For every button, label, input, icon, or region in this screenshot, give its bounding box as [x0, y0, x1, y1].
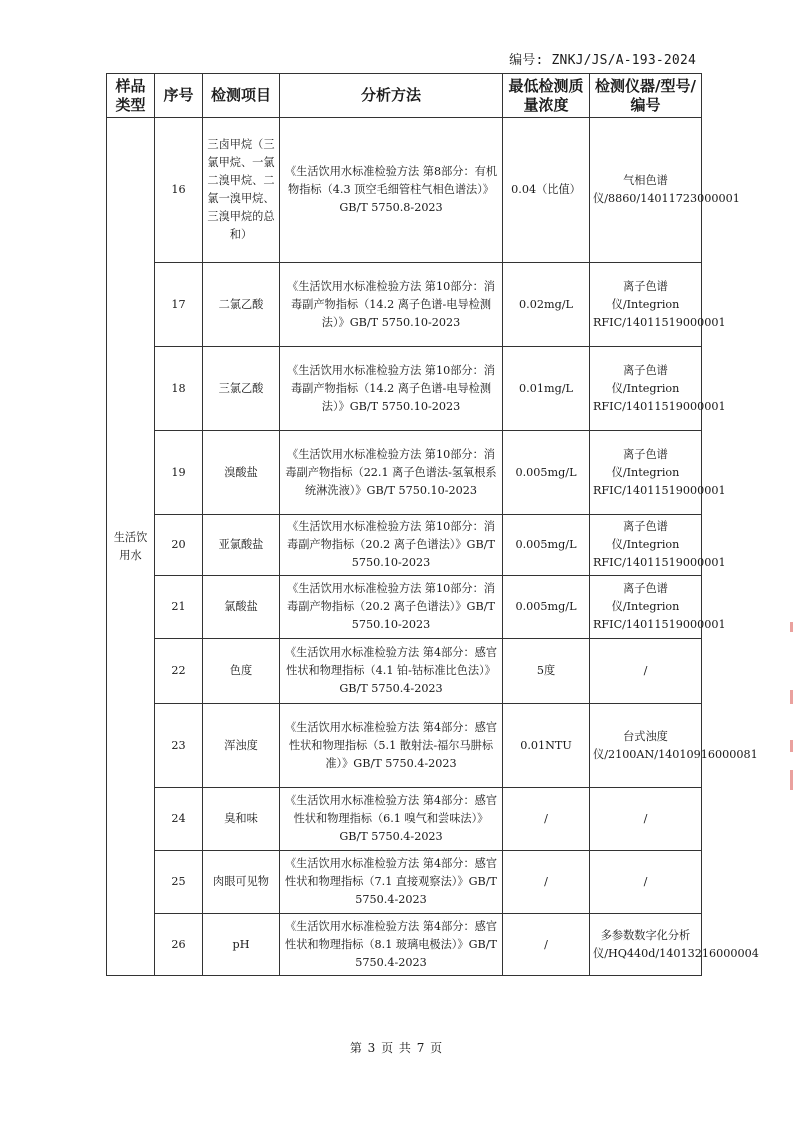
method-cell: 《生活饮用水标准检验方法 第4部分：感官性状和物理指标（4.1 铂-钴标准比色法）》GB/T 5750.4-2023 — [280, 639, 503, 704]
seq-cell: 20 — [155, 515, 203, 576]
seq-cell: 19 — [155, 431, 203, 515]
header-item: 检测项目 — [203, 74, 280, 118]
method-cell: 《生活饮用水标准检验方法 第10部分：消毒副产物指标（14.2 离子色谱-电导检测法）》GB/T 5750.10-2023 — [280, 347, 503, 431]
method-cell: 《生活饮用水标准检验方法 第10部分：消毒副产物指标（20.2 离子色谱法）》GB/T 5750.10-2023 — [280, 576, 503, 639]
instrument-cell: 离子色谱仪/Integrion RFIC/14011519000001 — [590, 431, 702, 515]
table-header-row — [107, 74, 702, 118]
table-row — [107, 118, 702, 263]
method-cell: 《生活饮用水标准检验方法 第10部分：消毒副产物指标（22.1 离子色谱法-氢氧根系统淋洗液）》GB/T 5750.10-2023 — [280, 431, 503, 515]
min-conc-cell: 0.01mg/L — [503, 347, 590, 431]
min-conc-cell: / — [503, 788, 590, 851]
seq-cell: 25 — [155, 851, 203, 914]
header-instrument: 检测仪器/型号/编号 — [590, 74, 702, 118]
item-cell: 色度 — [203, 639, 280, 704]
table-row — [107, 431, 702, 515]
table-row — [107, 639, 702, 704]
item-cell: 肉眼可见物 — [203, 851, 280, 914]
instrument-cell: 台式浊度仪/2100AN/14010916000081 — [590, 704, 702, 788]
min-conc-cell: 0.005mg/L — [503, 576, 590, 639]
seq-cell: 18 — [155, 347, 203, 431]
seq-cell: 22 — [155, 639, 203, 704]
method-cell: 《生活饮用水标准检验方法 第4部分：感官性状和物理指标（8.1 玻璃电极法）》GB/T 5750.4-2023 — [280, 914, 503, 976]
min-conc-cell: / — [503, 914, 590, 976]
instrument-cell: 离子色谱仪/Integrion RFIC/14011519000001 — [590, 347, 702, 431]
instrument-cell: 多参数数字化分析仪/HQ440d/14013216000004 — [590, 914, 702, 976]
instrument-cell: 离子色谱仪/Integrion RFIC/14011519000001 — [590, 263, 702, 347]
seq-cell: 26 — [155, 914, 203, 976]
page-footer: 第 3 页 共 7 页 — [349, 1041, 444, 1055]
min-conc-cell: 0.005mg/L — [503, 515, 590, 576]
table-row — [107, 263, 702, 347]
table-row — [107, 347, 702, 431]
item-cell: 亚氯酸盐 — [203, 515, 280, 576]
header-method: 分析方法 — [280, 74, 503, 118]
header-sample-type: 样品类型 — [107, 74, 155, 118]
method-cell: 《生活饮用水标准检验方法 第8部分：有机物指标（4.3 顶空毛细管柱气相色谱法）》GB/T 5750.8-2023 — [280, 118, 503, 263]
method-cell: 《生活饮用水标准检验方法 第4部分：感官性状和物理指标（5.1 散射法-福尔马肼标准）》GB/T 5750.4-2023 — [280, 704, 503, 788]
method-cell: 《生活饮用水标准检验方法 第10部分：消毒副产物指标（14.2 离子色谱-电导检测法）》GB/T 5750.10-2023 — [280, 263, 503, 347]
method-cell: 《生活饮用水标准检验方法 第4部分：感官性状和物理指标（6.1 嗅气和尝味法）》GB/T 5750.4-2023 — [280, 788, 503, 851]
table-row — [107, 515, 702, 576]
min-conc-cell: / — [503, 851, 590, 914]
table-row — [107, 851, 702, 914]
item-cell: 臭和味 — [203, 788, 280, 851]
item-cell: 氯酸盐 — [203, 576, 280, 639]
min-conc-cell: 0.01NTU — [503, 704, 590, 788]
item-cell: 三氯乙酸 — [203, 347, 280, 431]
test-methods-table — [106, 73, 759, 976]
table-row — [107, 576, 702, 639]
document-number: 编号: ZNKJ/JS/A-193-2024 — [509, 53, 696, 68]
table-row — [107, 704, 702, 788]
min-conc-cell: 5度 — [503, 639, 590, 704]
seq-cell: 23 — [155, 704, 203, 788]
min-conc-cell: 0.02mg/L — [503, 263, 590, 347]
table-row — [107, 914, 702, 976]
item-cell: 三卤甲烷（三氯甲烷、一氯二溴甲烷、二氯一溴甲烷、三溴甲烷的总和） — [203, 118, 280, 263]
seq-cell: 21 — [155, 576, 203, 639]
instrument-cell: / — [590, 851, 702, 914]
header-min-conc: 最低检测质量浓度 — [503, 74, 590, 118]
instrument-cell: / — [590, 788, 702, 851]
seq-cell: 24 — [155, 788, 203, 851]
instrument-cell: / — [590, 639, 702, 704]
header-seq: 序号 — [155, 74, 203, 118]
instrument-cell: 气相色谱仪/8860/14011723000001 — [590, 118, 702, 263]
item-cell: 溴酸盐 — [203, 431, 280, 515]
item-cell: 二氯乙酸 — [203, 263, 280, 347]
item-cell: pH — [203, 914, 280, 976]
instrument-cell: 离子色谱仪/Integrion RFIC/14011519000001 — [590, 576, 702, 639]
sample-type-cell: 生活饮用水 — [107, 118, 155, 976]
item-cell: 浑浊度 — [203, 704, 280, 788]
seq-cell: 16 — [155, 118, 203, 263]
table-row — [107, 788, 702, 851]
instrument-cell: 离子色谱仪/Integrion RFIC/14011519000001 — [590, 515, 702, 576]
min-conc-cell: 0.005mg/L — [503, 431, 590, 515]
method-cell: 《生活饮用水标准检验方法 第4部分：感官性状和物理指标（7.1 直接观察法）》GB/T 5750.4-2023 — [280, 851, 503, 914]
seq-cell: 17 — [155, 263, 203, 347]
method-cell: 《生活饮用水标准检验方法 第10部分：消毒副产物指标（20.2 离子色谱法）》GB/T 5750.10-2023 — [280, 515, 503, 576]
min-conc-cell: 0.04（比值） — [503, 118, 590, 263]
